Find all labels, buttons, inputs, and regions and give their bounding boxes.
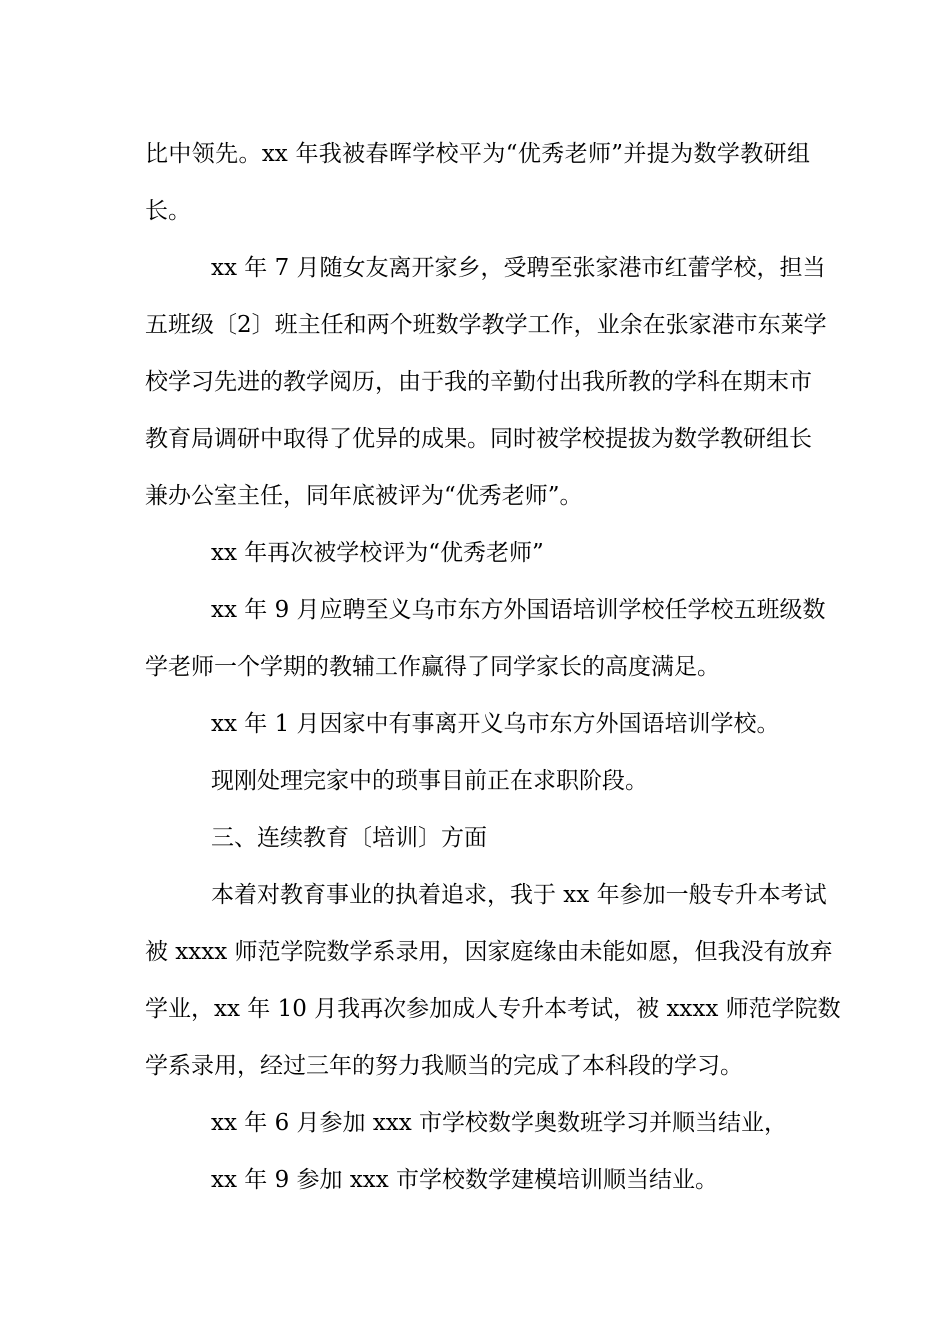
document-body: [145, 126, 841, 1209]
text-line: 教育局调研中取得了优异的成果。同时被学校提拔为数学教研组长: [145, 426, 812, 452]
paragraph-start-line: 现刚处理完家中的琐事目前正在求职阶段。: [211, 768, 648, 794]
text-line: 学系录用，经过三年的努力我顺当的完成了本科段的学习。: [145, 1053, 743, 1079]
paragraph-start-line: xx 年 9 参加 xxx 市学校数学建模培训顺当结业。: [211, 1167, 719, 1193]
text-line: 学老师一个学期的教辅工作赢得了同学家长的高度满足。: [145, 654, 720, 680]
text-line: 学业，xx 年 10 月我再次参加成人专升本考试，被 xxxx 师范学院数: [145, 996, 841, 1022]
paragraph-start-line: xx 年 7 月随女友离开家乡，受聘至张家港市红蕾学校，担当: [211, 255, 826, 281]
text-line: 兼办公室主任，同年底被评为“优秀老师”。: [145, 483, 583, 509]
paragraph-start-line: 本着对教育事业的执着追求，我于 xx 年参加一般专升本考试: [211, 882, 827, 908]
text-line: 校学习先进的教学阅历，由于我的辛勤付出我所教的学科在期末市: [145, 369, 812, 395]
section-heading: 三、连续教育〔培训〕方面: [211, 825, 487, 851]
paragraph-start-line: xx 年再次被学校评为“优秀老师”: [211, 540, 544, 566]
text-line: 长。: [145, 198, 191, 224]
text-line: 五班级〔2〕班主任和两个班数学教学工作，业余在张家港市东莱学: [145, 312, 827, 338]
paragraph-start-line: xx 年 1 月因家中有事离开义乌市东方外国语培训学校。: [211, 711, 780, 737]
paragraph-start-line: xx 年 6 月参加 xxx 市学校数学奥数班学习并顺当结业，: [211, 1110, 788, 1136]
text-line: 被 xxxx 师范学院数学系录用，因家庭缘由未能如愿，但我没有放弃: [145, 939, 833, 965]
text-line: 比中领先。xx 年我被春晖学校平为“优秀老师”并提为数学教研组: [145, 141, 810, 167]
paragraph-start-line: xx 年 9 月应聘至义乌市东方外国语培训学校任学校五班级数: [211, 597, 826, 623]
